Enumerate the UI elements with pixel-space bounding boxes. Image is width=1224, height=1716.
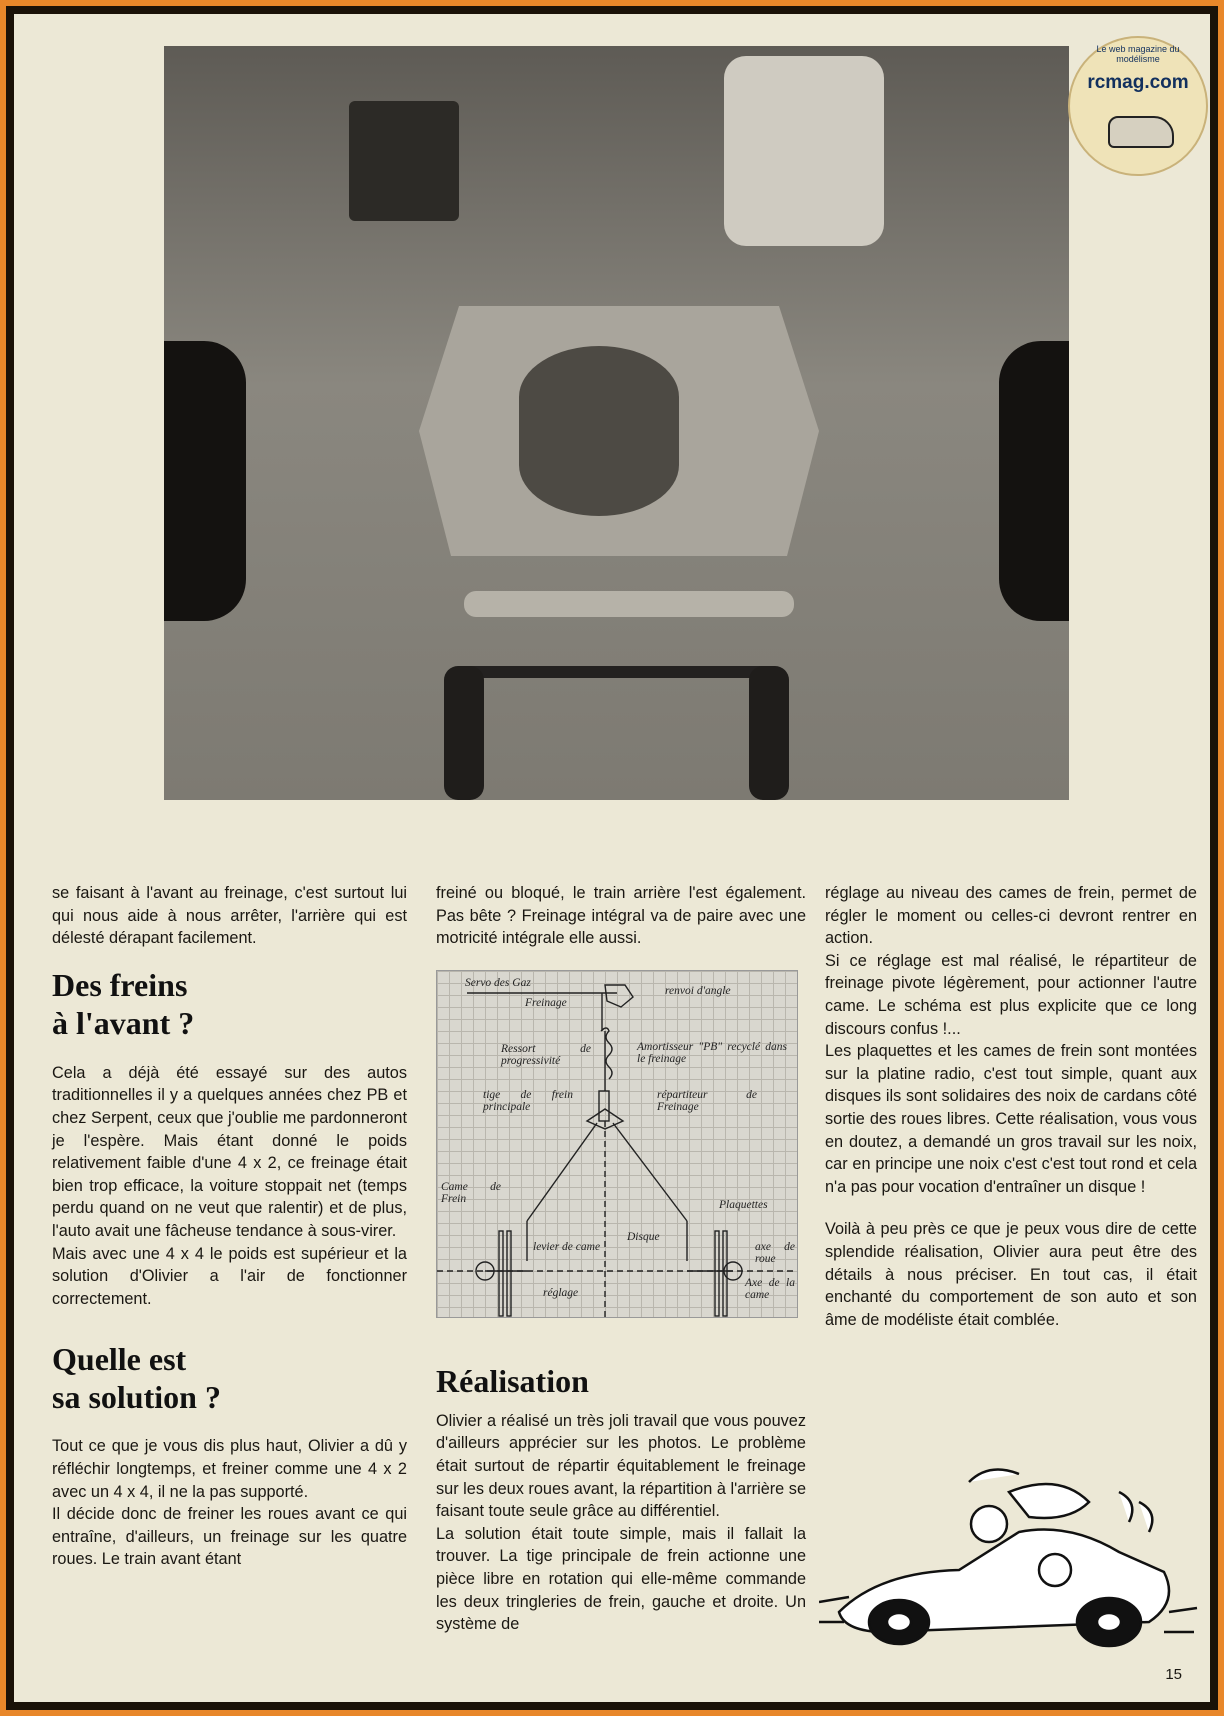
bumper-post-shape — [444, 666, 484, 800]
paragraph: Tout ce que je vous dis plus haut, Olivier a dû y réfléchir longtemps, et freiner comme une 4 x 2 avec un 4 x 4, il ne la pas supporté. — [52, 1437, 407, 1501]
label-tige: tige de frein principale — [483, 1088, 573, 1113]
servo-shape — [349, 101, 459, 221]
label-axe-came: Axe de la came — [745, 1276, 795, 1301]
heading-realisation: Réalisation — [436, 1362, 589, 1399]
bumper-post-shape — [749, 666, 789, 800]
heading-line: Quelle est — [52, 1341, 187, 1378]
label-freinage: Freinage — [525, 996, 567, 1009]
heading-quelle-est — [52, 1340, 407, 1416]
label-axe-roue: axe de roue — [755, 1240, 795, 1265]
differential-shape — [519, 346, 679, 516]
paragraph: freiné ou bloqué, le train arrière l'est également. Pas bête ? Freinage intégral va de paire avec une motricité intégrale elle aussi. — [436, 884, 806, 948]
cartoon-race-car — [819, 1462, 1199, 1662]
column-3 — [825, 882, 1197, 1331]
heading-line: sa solution ? — [52, 1379, 221, 1416]
magazine-page — [14, 14, 1210, 1702]
label-came: Came de Frein — [441, 1180, 501, 1205]
heading-line: à l'avant ? — [52, 1004, 195, 1041]
logo-text: rcmag.com — [1087, 72, 1189, 93]
page-number: 15 — [1165, 1666, 1182, 1683]
heading-line: Des freins — [52, 966, 188, 1003]
bumper-bar-shape — [464, 666, 764, 678]
rcmag-logo — [1068, 36, 1208, 176]
logo-car-icon — [1108, 116, 1174, 148]
right-tire-shape — [999, 341, 1069, 621]
label-renvoi: renvoi d'angle — [665, 984, 731, 997]
paragraph: Olivier a réalisé un très joli travail que vous pouvez d'ailleurs apprécier sur les photos. Le problème était surtout de répartir équitablement le freinage sur les deux roues avant, la répartition à l'arrière se faisant toute seule grâce au différentiel. — [436, 1411, 806, 1521]
label-servo: Servo des Gaz — [465, 976, 531, 989]
fuel-tank-shape — [724, 56, 884, 246]
chassis-photo — [164, 46, 1069, 800]
brake-diagram-lines — [437, 971, 797, 1317]
paragraph: se faisant à l'avant au freinage, c'est surtout lui qui nous aide à nous arrêter, l'arrière qui est délesté dérapant facilement. — [52, 884, 407, 948]
damper-rod-shape — [464, 591, 794, 617]
label-disque: Disque — [627, 1230, 660, 1243]
paragraph: Mais avec une 4 x 4 le poids est supérieur et la solution d'Olivier a l'air de fonctionner correctement. — [52, 1244, 407, 1308]
label-repartiteur: répartiteur de Freinage — [657, 1088, 757, 1113]
column-2 — [436, 882, 806, 1636]
logo-tagline: Le web magazine du modélisme — [1096, 44, 1180, 64]
label-levier: levier de came — [533, 1240, 601, 1253]
label-amortisseur: Amortisseur "PB" recyclé dans le freinage — [637, 1040, 787, 1065]
paragraph: réglage au niveau des cames de frein, permet de régler le moment ou celles-ci devront rentrer en action. — [825, 884, 1197, 948]
label-ressort: Ressort de progressivité — [501, 1042, 591, 1067]
paragraph: Cela a déjà été essayé sur des autos traditionnelles il y a quelques années chez PB et chez Serpent, ceux que j'oublie me pardonneront je l'espère. Mais étant donné le poids relativement faible d'une 4 x 2, ce freinage était bien trop efficace, la voiture stoppait net (temps perdu quand on ne veut que ralentir) et de plus, l'auto avait une fâcheuse tendance à sous-virer. — [52, 1063, 407, 1240]
paragraph: Les plaquettes et les cames de frein sont montées sur la platine radio, c'est tout simple, quant aux disques ils sont solidaires des noix de cardans côté sortie des roues libres. Cette réalisation, vous vous en doutez, a demandé un gros travail sur les noix, car en principe une noix c'est c'est tout rond et cela n'a pas pour vocation d'entraîner un disque ! — [825, 1042, 1197, 1196]
cartoon-drawing — [819, 1462, 1199, 1662]
column-1 — [52, 882, 407, 1571]
paragraph: La solution était toute simple, mais il fallait la trouver. La tige principale de frein actionne une pièce libre en rotation qui elle-même commande les deux tringleries de frein, gauche et droite. Un système de — [436, 1524, 806, 1634]
brake-diagram — [436, 970, 798, 1318]
paragraph: Voilà à peu près ce que je peux vous dire de cette splendide réalisation, Olivier aura peut être des détails à nous préciser. En tout cas, il était enchanté du comportement de son auto et son âme de modéliste était comblée. — [825, 1220, 1197, 1329]
label-plaquettes: Plaquettes — [719, 1198, 768, 1211]
paragraph: Si ce réglage est mal réalisé, le répartiteur de freinage pivote légèrement, pour actionner l'autre came. Le schéma est plus explicite que ce long discours confus !... — [825, 951, 1197, 1038]
label-reglage: réglage — [543, 1286, 579, 1299]
paragraph: Il décide donc de freiner les roues avant ce qui entraîne, d'ailleurs, un freinage sur les quatre roues. Le train avant étant — [52, 1505, 407, 1569]
heading-des-freins — [52, 966, 407, 1042]
left-tire-shape — [164, 341, 246, 621]
